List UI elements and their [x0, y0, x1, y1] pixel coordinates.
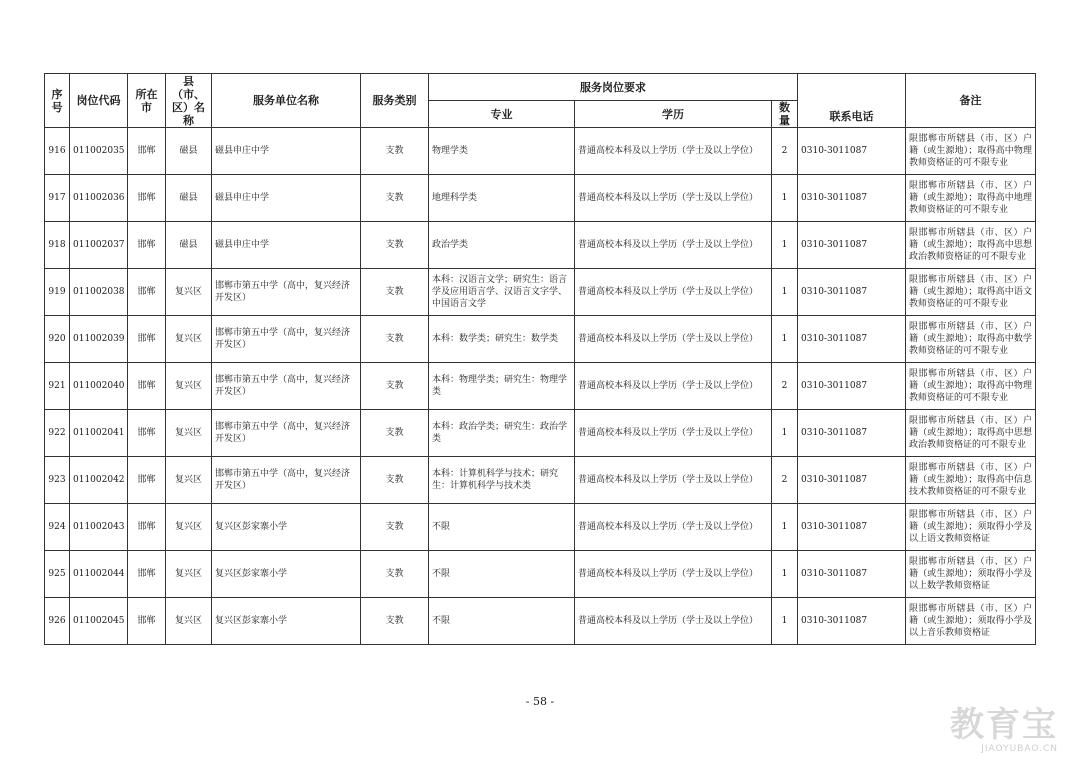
cell-code: 011002035	[70, 128, 128, 175]
header-count: 数量	[772, 101, 798, 128]
cell-city: 邯郸	[128, 504, 166, 551]
cell-unit: 邯郸市第五中学（高中，复兴经济开发区）	[212, 457, 361, 504]
header-city: 所在市	[128, 74, 166, 128]
header-remark: 备注	[906, 74, 1036, 128]
table-row	[45, 222, 1036, 269]
cell-seq: 924	[45, 504, 70, 551]
cell-seq: 917	[45, 175, 70, 222]
cell-count: 1	[772, 269, 798, 316]
cell-count: 2	[772, 457, 798, 504]
cell-count: 1	[772, 316, 798, 363]
cell-remark: 限邯郸市所辖县（市、区）户籍（或生源地）；取得高中思想政治教师资格证的可不限专业	[906, 410, 1036, 457]
cell-unit: 磁县申庄中学	[212, 128, 361, 175]
cell-major: 本科：物理学类；研究生：物理学类	[429, 363, 575, 410]
cell-remark: 限邯郸市所辖县（市、区）户籍（或生源地）；取得高中物理教师资格证的可不限专业	[906, 363, 1036, 410]
cell-city: 邯郸	[128, 363, 166, 410]
cell-phone: 0310-3011087	[798, 551, 906, 598]
cell-remark: 限邯郸市所辖县（市、区）户籍（或生源地）；须取得小学及以上数学教师资格证	[906, 551, 1036, 598]
cell-city: 邯郸	[128, 269, 166, 316]
cell-major: 本科：计算机科学与技术；研究生：计算机科学与技术类	[429, 457, 575, 504]
header-unit: 服务单位名称	[212, 74, 361, 128]
cell-seq: 922	[45, 410, 70, 457]
cell-phone: 0310-3011087	[798, 175, 906, 222]
cell-unit: 邯郸市第五中学（高中，复兴经济开发区）	[212, 363, 361, 410]
cell-code: 011002037	[70, 222, 128, 269]
cell-city: 邯郸	[128, 457, 166, 504]
cell-major: 不限	[429, 504, 575, 551]
cell-phone: 0310-3011087	[798, 410, 906, 457]
cell-count: 1	[772, 551, 798, 598]
cell-major: 政治学类	[429, 222, 575, 269]
cell-education: 普通高校本科及以上学历（学士及以上学位）	[575, 316, 772, 363]
cell-remark: 限邯郸市所辖县（市、区）户籍（或生源地）；取得高中思想政治教师资格证的可不限专业	[906, 222, 1036, 269]
header-category: 服务类别	[361, 74, 429, 128]
cell-count: 1	[772, 410, 798, 457]
cell-phone: 0310-3011087	[798, 457, 906, 504]
cell-count: 1	[772, 175, 798, 222]
cell-county: 复兴区	[166, 363, 212, 410]
cell-major: 本科：政治学类；研究生：政治学类	[429, 410, 575, 457]
cell-education: 普通高校本科及以上学历（学士及以上学位）	[575, 504, 772, 551]
header-requirements: 服务岗位要求	[429, 74, 798, 101]
cell-category: 支教	[361, 551, 429, 598]
header-county: 县（市、区）名称	[166, 74, 212, 128]
cell-county: 磁县	[166, 128, 212, 175]
header-major: 专业	[429, 101, 575, 128]
cell-count: 2	[772, 363, 798, 410]
cell-education: 普通高校本科及以上学历（学士及以上学位）	[575, 175, 772, 222]
cell-unit: 邯郸市第五中学（高中，复兴经济开发区）	[212, 410, 361, 457]
watermark-text: 教育宝	[950, 705, 1058, 745]
cell-unit: 邯郸市第五中学（高中，复兴经济开发区）	[212, 269, 361, 316]
cell-seq: 919	[45, 269, 70, 316]
cell-education: 普通高校本科及以上学历（学士及以上学位）	[575, 410, 772, 457]
cell-phone: 0310-3011087	[798, 316, 906, 363]
cell-phone: 0310-3011087	[798, 128, 906, 175]
cell-remark: 限邯郸市所辖县（市、区）户籍（或生源地）；须取得小学及以上音乐教师资格证	[906, 598, 1036, 645]
cell-city: 邯郸	[128, 128, 166, 175]
cell-county: 复兴区	[166, 457, 212, 504]
cell-city: 邯郸	[128, 175, 166, 222]
header-code: 岗位代码	[70, 74, 128, 128]
table-row	[45, 410, 1036, 457]
cell-phone: 0310-3011087	[798, 269, 906, 316]
cell-remark: 限邯郸市所辖县（市、区）户籍（或生源地）；取得高中物理教师资格证的可不限专业	[906, 128, 1036, 175]
table-row	[45, 551, 1036, 598]
watermark-domain: JIAOYUBAO.CN	[981, 744, 1058, 754]
cell-category: 支教	[361, 269, 429, 316]
cell-city: 邯郸	[128, 551, 166, 598]
cell-major: 不限	[429, 598, 575, 645]
cell-education: 普通高校本科及以上学历（学士及以上学位）	[575, 269, 772, 316]
cell-phone: 0310-3011087	[798, 222, 906, 269]
cell-category: 支教	[361, 457, 429, 504]
watermark-logo	[908, 706, 1058, 754]
cell-phone: 0310-3011087	[798, 363, 906, 410]
cell-education: 普通高校本科及以上学历（学士及以上学位）	[575, 457, 772, 504]
cell-education: 普通高校本科及以上学历（学士及以上学位）	[575, 598, 772, 645]
header-seq: 序号	[45, 74, 70, 128]
table-row	[45, 316, 1036, 363]
cell-phone: 0310-3011087	[798, 598, 906, 645]
cell-category: 支教	[361, 598, 429, 645]
job-listing-table	[44, 73, 1036, 645]
cell-count: 1	[772, 504, 798, 551]
cell-code: 011002041	[70, 410, 128, 457]
cell-code: 011002036	[70, 175, 128, 222]
cell-phone: 0310-3011087	[798, 504, 906, 551]
cell-remark: 限邯郸市所辖县（市、区）户籍（或生源地）；取得高中信息技术教师资格证的可不限专业	[906, 457, 1036, 504]
cell-county: 复兴区	[166, 598, 212, 645]
cell-remark: 限邯郸市所辖县（市、区）户籍（或生源地）；须取得小学及以上语文教师资格证	[906, 504, 1036, 551]
cell-seq: 920	[45, 316, 70, 363]
cell-count: 1	[772, 598, 798, 645]
cell-category: 支教	[361, 128, 429, 175]
cell-city: 邯郸	[128, 316, 166, 363]
cell-seq: 923	[45, 457, 70, 504]
cell-city: 邯郸	[128, 598, 166, 645]
cell-code: 011002039	[70, 316, 128, 363]
header-phone: 联系电话	[798, 74, 906, 128]
cell-city: 邯郸	[128, 410, 166, 457]
cell-county: 复兴区	[166, 269, 212, 316]
cell-major: 本科：数学类；研究生：数学类	[429, 316, 575, 363]
cell-category: 支教	[361, 504, 429, 551]
cell-code: 011002042	[70, 457, 128, 504]
table-row	[45, 598, 1036, 645]
cell-seq: 916	[45, 128, 70, 175]
cell-county: 复兴区	[166, 316, 212, 363]
header-education: 学历	[575, 101, 772, 128]
cell-category: 支教	[361, 222, 429, 269]
cell-category: 支教	[361, 363, 429, 410]
cell-code: 011002045	[70, 598, 128, 645]
cell-education: 普通高校本科及以上学历（学士及以上学位）	[575, 222, 772, 269]
cell-county: 复兴区	[166, 504, 212, 551]
table-body	[45, 128, 1036, 645]
cell-unit: 复兴区彭家寨小学	[212, 598, 361, 645]
cell-major: 地理科学类	[429, 175, 575, 222]
cell-category: 支教	[361, 175, 429, 222]
table-row	[45, 269, 1036, 316]
cell-seq: 925	[45, 551, 70, 598]
cell-category: 支教	[361, 316, 429, 363]
table-row	[45, 504, 1036, 551]
cell-seq: 918	[45, 222, 70, 269]
cell-count: 2	[772, 128, 798, 175]
cell-unit: 磁县申庄中学	[212, 175, 361, 222]
cell-major: 物理学类	[429, 128, 575, 175]
cell-count: 1	[772, 222, 798, 269]
cell-unit: 磁县申庄中学	[212, 222, 361, 269]
cell-county: 磁县	[166, 222, 212, 269]
cell-education: 普通高校本科及以上学历（学士及以上学位）	[575, 128, 772, 175]
cell-code: 011002044	[70, 551, 128, 598]
cell-seq: 921	[45, 363, 70, 410]
cell-major: 本科：汉语言文学；研究生：语言学及应用语言学、汉语言文字学、中国语言文学	[429, 269, 575, 316]
cell-category: 支教	[361, 410, 429, 457]
cell-code: 011002038	[70, 269, 128, 316]
cell-unit: 邯郸市第五中学（高中，复兴经济开发区）	[212, 316, 361, 363]
page-number: - 58 -	[525, 695, 555, 708]
cell-code: 011002043	[70, 504, 128, 551]
cell-city: 邯郸	[128, 222, 166, 269]
cell-major: 不限	[429, 551, 575, 598]
cell-education: 普通高校本科及以上学历（学士及以上学位）	[575, 363, 772, 410]
cell-education: 普通高校本科及以上学历（学士及以上学位）	[575, 551, 772, 598]
cell-remark: 限邯郸市所辖县（市、区）户籍（或生源地）；取得高中数学教师资格证的可不限专业	[906, 316, 1036, 363]
table-row	[45, 363, 1036, 410]
table-row	[45, 128, 1036, 175]
table-row	[45, 457, 1036, 504]
cell-unit: 复兴区彭家寨小学	[212, 551, 361, 598]
cell-county: 复兴区	[166, 410, 212, 457]
cell-county: 复兴区	[166, 551, 212, 598]
cell-county: 磁县	[166, 175, 212, 222]
table-row	[45, 175, 1036, 222]
cell-remark: 限邯郸市所辖县（市、区）户籍（或生源地）；取得高中语文教师资格证的可不限专业	[906, 269, 1036, 316]
cell-remark: 限邯郸市所辖县（市、区）户籍（或生源地）；取得高中地理教师资格证的可不限专业	[906, 175, 1036, 222]
cell-unit: 复兴区彭家寨小学	[212, 504, 361, 551]
cell-seq: 926	[45, 598, 70, 645]
cell-code: 011002040	[70, 363, 128, 410]
